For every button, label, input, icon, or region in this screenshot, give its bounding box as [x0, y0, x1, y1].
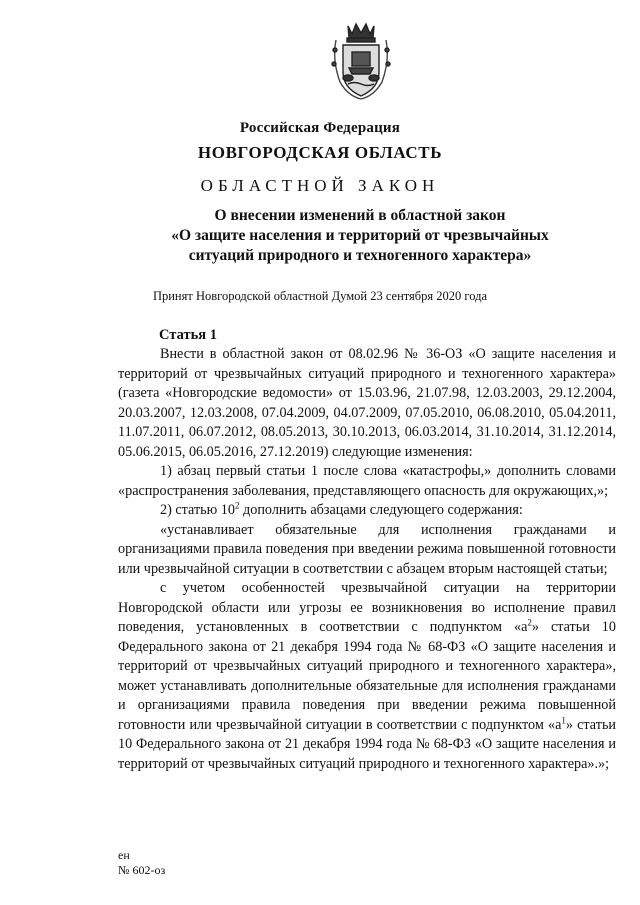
- superscript: 2: [527, 617, 532, 628]
- article-body: [118, 345, 616, 774]
- footer-initials: ен: [118, 848, 130, 862]
- text-fragment: дополнить абзацами следующего содержания:: [239, 502, 523, 518]
- adoption-note: Принят Новгородской областной Думой 23 сентября 2020 года: [152, 289, 488, 303]
- paragraph: «устанавливает обязательные для исполнения гражданами и организациями правила поведения при введении режима повышенной готовности или чрезвычайной ситуации в соответствии с абзацем вторым настоящей статьи;: [118, 521, 616, 577]
- footer: [118, 848, 165, 878]
- paragraph: Внести в областной закон от 08.02.96 № 36-ОЗ «О защите населения и территорий от чрезвычайных ситуаций природного и техногенного характера» (газета «Новгородские ведомости» от 15.03.96, 21.07.98, 12.03.2003, 29.12.2004, 20.03.2007, 12.03.2008, 07.04.2009, 04.07.2009, 07.05.2010, 06.08.2010, 05.04.2011, 11.07.2011, 06.07.2012, 08.05.2013, 30.10.2013, 06.03.2014, 31.10.2014, 31.12.2014, 05.06.2015, 06.05.2016, 27.12.2019) следующие изменения:: [118, 346, 616, 460]
- text-fragment: с учетом особенностей чрезвычайной ситуации на территории Новгородской области или угрозы ее возникновения во исполнение правил поведения, установленных в соответствии с подпунктом «а: [118, 580, 616, 635]
- paragraph: 1) абзац первый статьи 1 после слова «катастрофы,» дополнить словами «распространения заболевания, представляющего опасность для окружающих,»;: [118, 463, 616, 499]
- coat-of-arms-emblem: [326, 20, 396, 100]
- region-name: НОВГОРОДСКАЯ ОБЛАСТЬ: [197, 143, 443, 162]
- country-name: Российская Федерация: [239, 120, 401, 136]
- law-title-line: «О защите населения и территорий от чрезвычайных: [171, 227, 549, 244]
- text-fragment: » статьи 10 Федерального закона от 21 декабря 1994 года № 68-ФЗ «О защите населения и территорий от чрезвычайных ситуаций природного и техногенного характера», может устанавливать дополнительные обязательные для исполнения гражданами и организациями правила поведения при введении режима повышенной готовности или чрезвычайной ситуации в соответствии с подпунктом «а: [118, 619, 616, 733]
- document-type: ОБЛАСТНОЙ ЗАКОН: [200, 176, 440, 195]
- paragraph: [118, 579, 616, 774]
- superscript: 2: [234, 500, 240, 511]
- superscript: 1: [561, 714, 566, 725]
- text-fragment: 2) статью 10: [160, 502, 235, 518]
- law-title: [100, 206, 620, 266]
- law-number: № 602-оз: [118, 863, 166, 877]
- law-title-line: О внесении изменений в областной закон: [214, 207, 506, 224]
- paragraph: [118, 501, 616, 521]
- law-title-line: ситуаций природного и техногенного характера»: [188, 247, 532, 264]
- text-fragment: » статьи 10 Федерального закона от 21 декабря 1994 года № 68-ФЗ «О защите населения и территорий от чрезвычайных ситуаций природного и техногенного характера».»;: [118, 716, 617, 772]
- article-heading: Статья 1: [159, 327, 217, 343]
